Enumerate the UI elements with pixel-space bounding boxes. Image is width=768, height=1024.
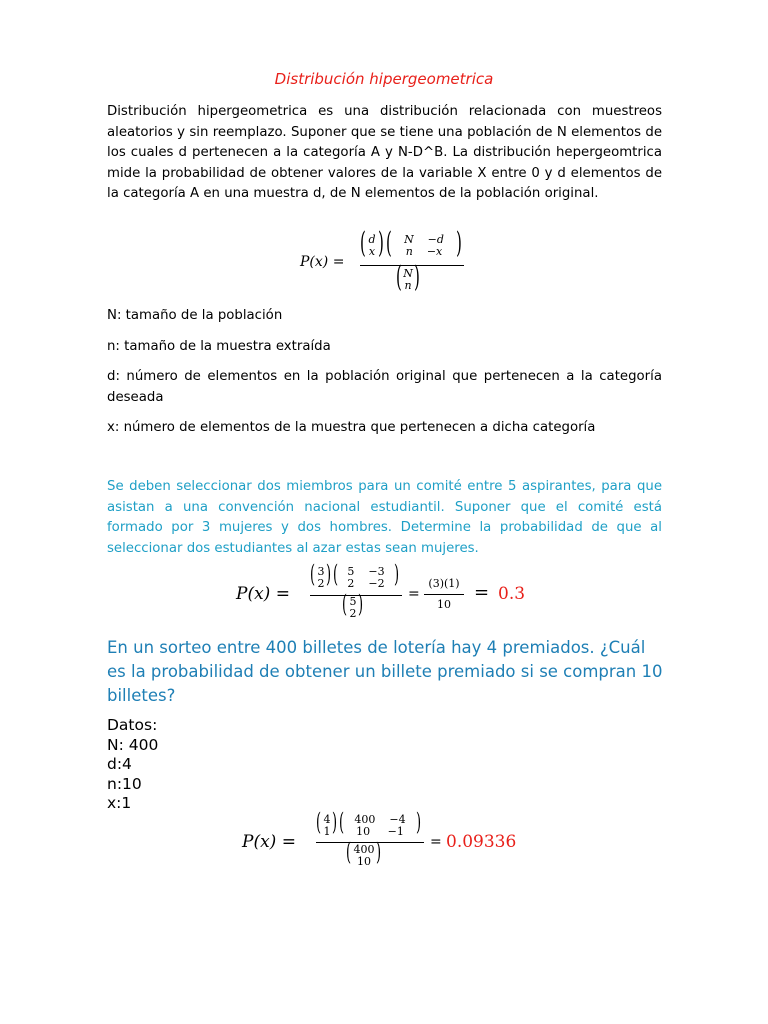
fraction-bar xyxy=(424,594,464,595)
page-title: Distribución hipergeometrica xyxy=(274,70,494,88)
paren-left: ( xyxy=(386,225,392,261)
definition-x: x: número de elementos de la muestra que pertenecen a dicha categoría xyxy=(107,420,596,435)
binom-bottom: 2 xyxy=(349,607,357,620)
binom-bottom: 10 xyxy=(357,855,371,868)
paren-left: ( xyxy=(360,225,366,261)
binom-bottom: 10 −1 xyxy=(356,825,404,838)
binom-bottom: n −x xyxy=(405,245,443,258)
example-2-text: En un sorteo entre 400 billetes de lotería hay 4 premiados. ¿Cuál es la probabilidad de obtener un billete premiado si se compran 10 billetes? xyxy=(107,638,663,705)
binom-top: N −d xyxy=(404,233,444,246)
fraction-denominator: 10 xyxy=(437,598,451,611)
datos-item: d:4 xyxy=(107,755,132,773)
binom-bottom: x xyxy=(368,245,376,258)
paren-right: ) xyxy=(456,225,462,261)
definition-N: N: tamaño de la población xyxy=(107,308,283,323)
binom-top: N xyxy=(403,267,413,280)
binom-top: 5 xyxy=(349,595,357,608)
paren-right: ) xyxy=(326,561,332,590)
binom-top: d xyxy=(368,233,376,246)
formula-example-1 xyxy=(236,561,536,628)
intro-paragraph: Distribución hipergeometrica es una distribución relacionada con muestreos aleatorios y sin reemplazo. Suponer que se tiene una población de N elementos de los cuales d pertenecen a la categoría A y N-D^B. La distribución hepergeomtrica mide la probabilidad de obtener valores de la variable X entre 0 y d elementos de la categoría A en una muestra d, de N elementos de la población original. xyxy=(107,104,662,201)
datos-item: N: 400 xyxy=(107,735,159,754)
binom-bottom: n xyxy=(404,279,412,292)
binom-bottom: 2 xyxy=(317,577,325,590)
datos-item: x:1 xyxy=(107,794,132,812)
binom-top: 3 xyxy=(317,565,325,578)
formula-lhs: P(x) = xyxy=(236,584,290,604)
fraction-numerator: (3)(1) xyxy=(428,577,460,590)
result-value: 0.3 xyxy=(498,584,526,604)
equals-sign: = xyxy=(408,586,420,602)
paren-right: ) xyxy=(416,809,422,838)
definition-d: d: número de elementos en la población original que pertenecen a la categoría deseada xyxy=(107,369,662,405)
equals-sign: = xyxy=(474,582,490,603)
paren-right: ) xyxy=(358,591,364,620)
equals-sign: = xyxy=(430,834,442,850)
binom-top: 400 −4 xyxy=(354,813,406,826)
binom-bottom: 2 −2 xyxy=(347,577,385,590)
paren-right: ) xyxy=(378,225,384,261)
example-1-text: Se deben seleccionar dos miembros para un comité entre 5 aspirantes, para que asistan a una convención nacional estudiantil. Suponer que el comité está formado por 3 mujeres y dos hombres. Determine la probabilidad de que al seleccionar dos estudiantes al azar estas sean mujeres. xyxy=(107,479,662,556)
binom-bottom: 1 xyxy=(323,825,331,838)
paren-right: ) xyxy=(376,839,382,868)
datos-list xyxy=(107,716,158,814)
datos-item: n:10 xyxy=(107,774,142,793)
paren-left: ( xyxy=(339,809,345,838)
paren-left: ( xyxy=(346,839,352,868)
paren-right: ) xyxy=(332,809,338,838)
definition-n: n: tamaño de la muestra extraída xyxy=(107,339,331,354)
paren-left: ( xyxy=(316,809,322,838)
paren-left: ( xyxy=(342,591,348,620)
binom-top: 4 xyxy=(323,813,331,826)
fraction-bar xyxy=(360,265,464,266)
formula-general xyxy=(300,225,470,296)
result-value: 0.09336 xyxy=(446,832,517,852)
paren-right: ) xyxy=(414,259,420,295)
paren-right: ) xyxy=(394,561,400,590)
paren-left: ( xyxy=(396,259,402,295)
binom-top: 400 xyxy=(353,843,375,856)
formula-lhs: P(x) = xyxy=(300,254,345,270)
formula-example-2 xyxy=(242,809,542,874)
paren-left: ( xyxy=(310,561,316,590)
datos-heading: Datos: xyxy=(107,716,158,734)
formula-lhs: P(x) = xyxy=(242,832,296,852)
paren-left: ( xyxy=(333,561,339,590)
binom-top: 5 −3 xyxy=(347,565,385,578)
